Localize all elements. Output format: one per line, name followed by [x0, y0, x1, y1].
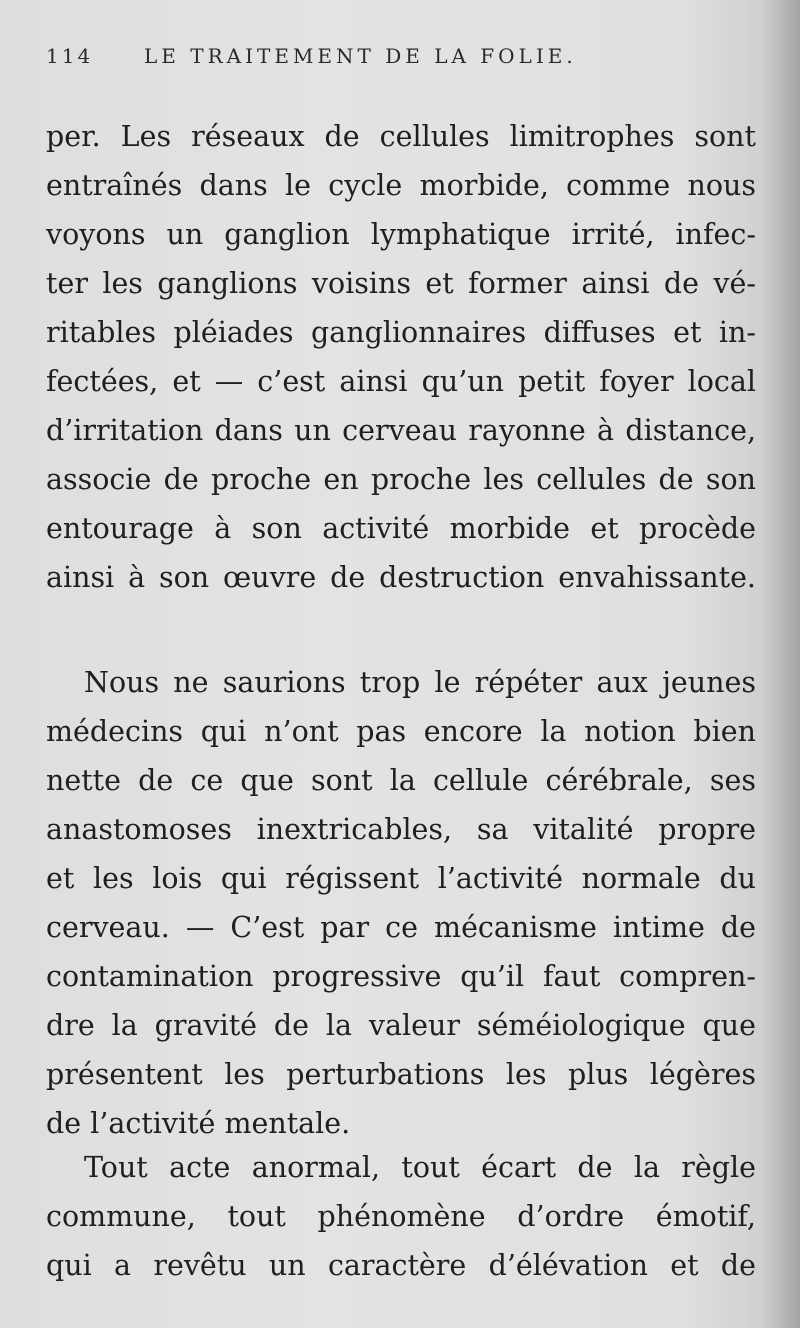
page-edge-shadow [760, 0, 800, 1328]
paragraph-continuation [46, 112, 756, 602]
text-line: ter les ganglions voisins et former ainsi de vé- [46, 267, 756, 300]
running-header [46, 44, 746, 80]
text-line: nette de ce que sont la cellule cérébrale, ses [46, 764, 756, 797]
text-line: dre la gravité de la valeur séméiologique que [46, 1009, 756, 1042]
text-line: Tout acte anormal, tout écart de la règle [84, 1151, 756, 1184]
paragraph-tout-acte [46, 1143, 756, 1290]
text-line: commune, tout phénomène d’ordre émotif, [46, 1200, 756, 1233]
text-line: cerveau. — C’est par ce mécanisme intime de [46, 911, 756, 944]
text-line: médecins qui n’ont pas encore la notion bien [46, 715, 756, 748]
text-line: voyons un ganglion lymphatique irrité, infec- [46, 218, 756, 251]
paragraph-nous-ne-saurions [46, 658, 756, 1148]
text-line: fectées, et — c’est ainsi qu’un petit foyer local [46, 365, 756, 398]
text-line: présentent les perturbations les plus légères [46, 1058, 756, 1091]
page-number: 114 [46, 44, 94, 68]
text-line: entourage à son activité morbide et procède [46, 512, 756, 545]
text-line: de l’activité mentale. [46, 1107, 351, 1140]
text-line: anastomoses inextricables, sa vitalité propre [46, 813, 756, 846]
text-line: Nous ne saurions trop le répéter aux jeunes [84, 666, 756, 699]
text-line: qui a revêtu un caractère d’élévation et de [46, 1249, 756, 1282]
text-line: contamination progressive qu’il faut compren- [46, 960, 756, 993]
running-title: LE TRAITEMENT DE LA FOLIE. [144, 44, 577, 68]
text-line: et les lois qui régissent l’activité normale du [46, 862, 756, 895]
text-line: d’irritation dans un cerveau rayonne à distance, [46, 414, 756, 447]
text-line: ritables pléiades ganglionnaires diffuses et in- [46, 316, 756, 349]
text-line: ainsi à son œuvre de destruction envahissante. [46, 561, 756, 594]
text-line: entraînés dans le cycle morbide, comme nous [46, 169, 756, 202]
text-line: associe de proche en proche les cellules de son [46, 463, 756, 496]
text-line: per. Les réseaux de cellules limitrophes sont [46, 120, 756, 153]
